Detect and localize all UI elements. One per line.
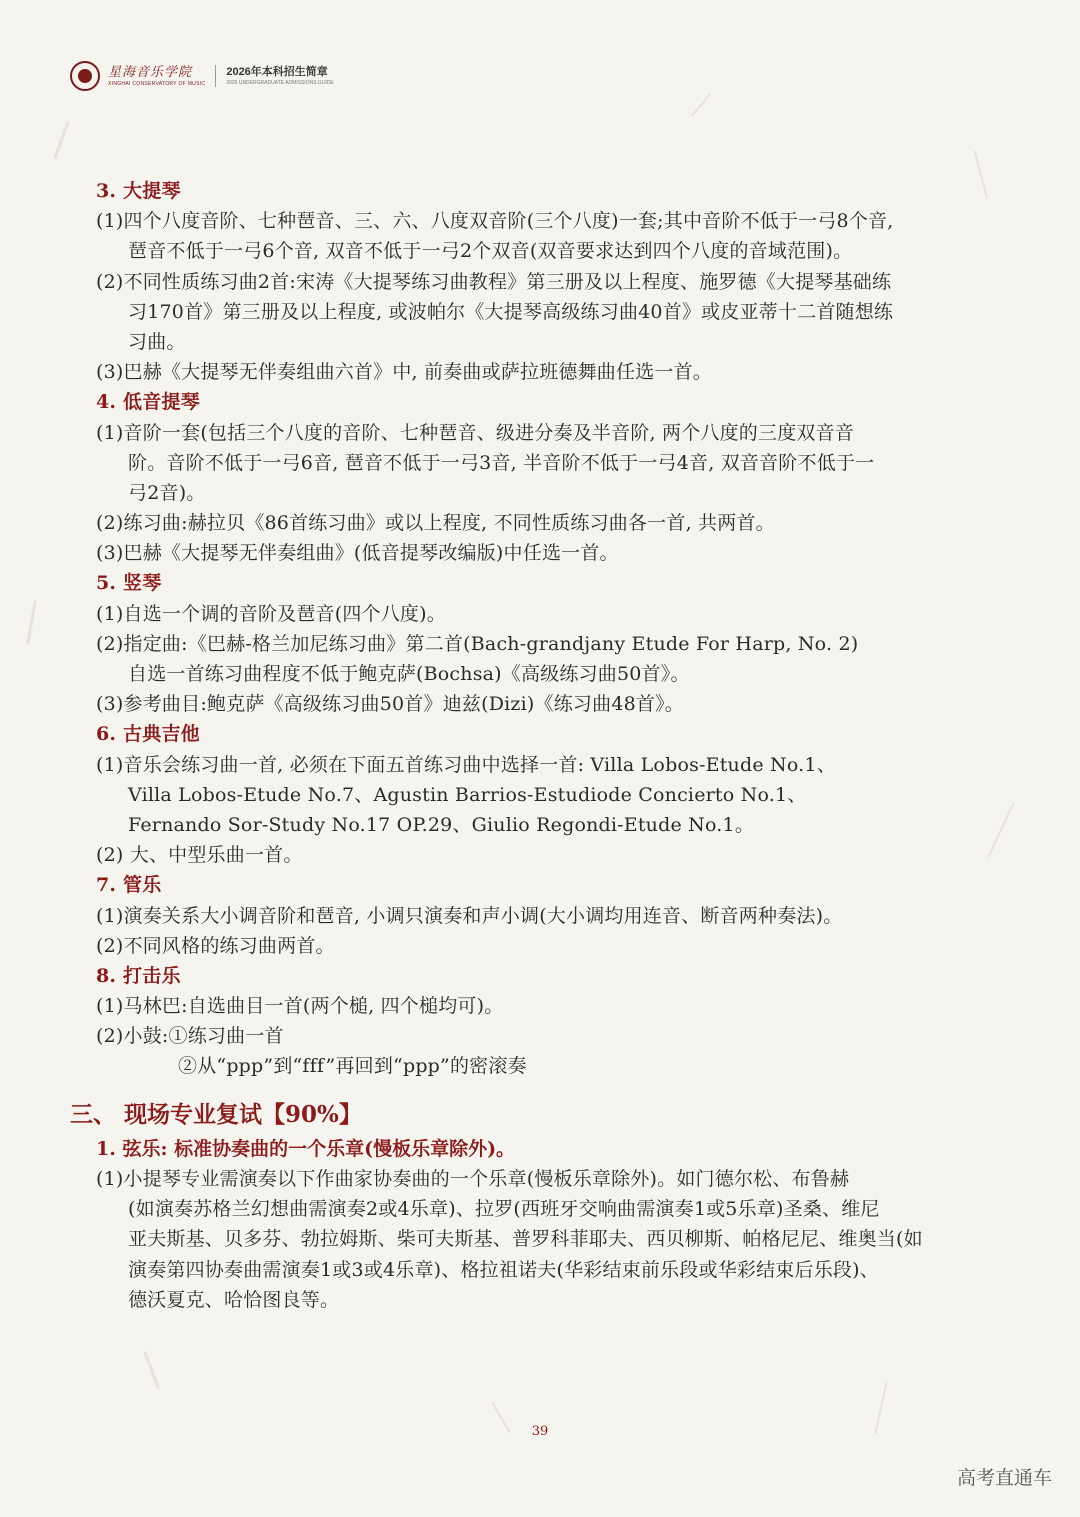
- instrument-heading: 8. 打击乐: [96, 964, 181, 987]
- section-heading: 三、 现场专业复试【90%】: [70, 1101, 362, 1128]
- requirement-continuation: (如演奏苏格兰幻想曲需演奏2或4乐章)、拉罗(西班牙交响曲需演奏1或5乐章)圣桑、维尼: [128, 1198, 880, 1221]
- requirement-continuation: 演奏第四协奏曲需演奏1或3或4乐章)、格拉祖诺夫(华彩结束前乐段或华彩结束后乐段)、: [128, 1258, 879, 1281]
- requirement-continuation: 阶。音阶不低于一弓6音, 琶音不低于一弓3音, 半音阶不低于一弓4音, 双音音阶不低于一: [128, 451, 875, 474]
- requirement-item: (1)小提琴专业需演奏以下作曲家协奏曲的一个乐章(慢板乐章除外)。如门德尔松、布鲁赫: [96, 1168, 850, 1190]
- school-name: [108, 65, 205, 88]
- requirement-item: (2)指定曲:《巴赫-格兰加尼练习曲》第二首(Bach-grandjany Etude For Harp, No. 2): [96, 632, 859, 655]
- guide-title-cn: 2026年本科招生简章: [226, 66, 328, 78]
- school-name-en: XINGHAI CONSERVATORY OF MUSIC: [108, 80, 206, 87]
- requirement-item: (1)自选一个调的音阶及琶音(四个八度)。: [96, 602, 446, 625]
- school-logo-icon: [70, 61, 100, 91]
- requirement-item: (1)马林巴:自选曲目一首(两个槌, 四个槌均可)。: [96, 995, 504, 1018]
- requirement-subitem: ②从“ppp”到“fff”再回到“ppp”的密滚奏: [178, 1055, 527, 1078]
- requirement-continuation: Fernando Sor-Study No.17 OP.29、Giulio Regondi-Etude No.1。: [128, 813, 755, 836]
- instrument-heading: 4. 低音提琴: [96, 391, 200, 414]
- requirement-item: (2)练习曲:赫拉贝《86首练习曲》或以上程度, 不同性质练习曲各一首, 共两首。: [96, 512, 775, 535]
- header-divider: [215, 65, 216, 87]
- instrument-heading: 5. 竖琴: [96, 572, 162, 595]
- watermark: 高考直通车: [956, 1467, 1052, 1489]
- requirement-continuation: 自选一首练习曲程度不低于鲍克萨(Bochsa)《高级练习曲50首》。: [128, 663, 690, 685]
- requirement-continuation: 亚夫斯基、贝多芬、勃拉姆斯、柴可夫斯基、普罗科菲耶夫、西贝柳斯、帕格尼尼、维奥当(如: [128, 1228, 923, 1251]
- requirement-item: (1)演奏关系大小调音阶和琶音, 小调只演奏和声小调(大小调均用连音、断音两种奏法)。: [96, 904, 843, 927]
- section-subheading: 1. 弦乐: 标准协奏曲的一个乐章(慢板乐章除外)。: [96, 1138, 516, 1160]
- requirement-item: (2)不同风格的练习曲两首。: [96, 934, 335, 957]
- requirement-continuation: 琶音不低于一弓6个音, 双音不低于一弓2个双音(双音要求达到四个八度的音域范围)。: [128, 240, 853, 263]
- instrument-heading: 3. 大提琴: [96, 180, 181, 202]
- requirement-continuation: 弓2音)。: [128, 481, 206, 504]
- requirement-item: (2) 大、中型乐曲一首。: [96, 844, 303, 867]
- instrument-heading: 7. 管乐: [96, 874, 162, 897]
- requirement-continuation: 习170首》第三册及以上程度, 或波帕尔《大提琴高级练习曲40首》或皮亚蒂十二首随想练: [128, 300, 894, 323]
- requirement-item: (1)四个八度音阶、七种琶音、三、六、八度双音阶(三个八度)一套;其中音阶不低于一弓8个音,: [96, 210, 894, 233]
- requirement-continuation: 习曲。: [128, 330, 186, 353]
- page-header: [70, 58, 334, 94]
- requirement-item: (3)巴赫《大提琴无伴奏组曲六首》中, 前奏曲或萨拉班德舞曲任选一首。: [96, 361, 712, 384]
- guide-title: [226, 65, 333, 87]
- requirement-continuation: 德沃夏克、哈恰图良等。: [128, 1288, 340, 1311]
- requirement-item: (3)参考曲目:鲍克萨《高级练习曲50首》迪兹(Dizi)《练习曲48首》。: [96, 693, 684, 716]
- requirement-item: (2)小鼓:①练习曲一首: [96, 1025, 284, 1048]
- section-body: [96, 1134, 966, 1315]
- guide-title-en: 2026 UNDERGRADUATE ADMISSIONS GUIDE: [226, 80, 334, 86]
- requirements-body: [96, 176, 966, 1082]
- page-number: 39: [531, 1424, 549, 1439]
- school-name-cn: 星海音乐学院: [108, 64, 193, 80]
- requirement-continuation: Villa Lobos-Etude No.7、Agustin Barrios-Estudiode Concierto No.1、: [128, 783, 807, 806]
- instrument-heading: 6. 古典吉他: [96, 723, 200, 746]
- requirement-item: (1)音阶一套(包括三个八度的音阶、七种琶音、级进分奏及半音阶, 两个八度的三度双音音: [96, 421, 855, 444]
- requirement-item: (3)巴赫《大提琴无伴奏组曲》(低音提琴改编版)中任选一首。: [96, 542, 619, 565]
- requirement-item: (1)音乐会练习曲一首, 必须在下面五首练习曲中选择一首: Villa Lobos-Etude No.1、: [96, 753, 836, 776]
- requirement-item: (2)不同性质练习曲2首:宋涛《大提琴练习曲教程》第三册及以上程度、施罗德《大提琴基础练: [96, 270, 892, 293]
